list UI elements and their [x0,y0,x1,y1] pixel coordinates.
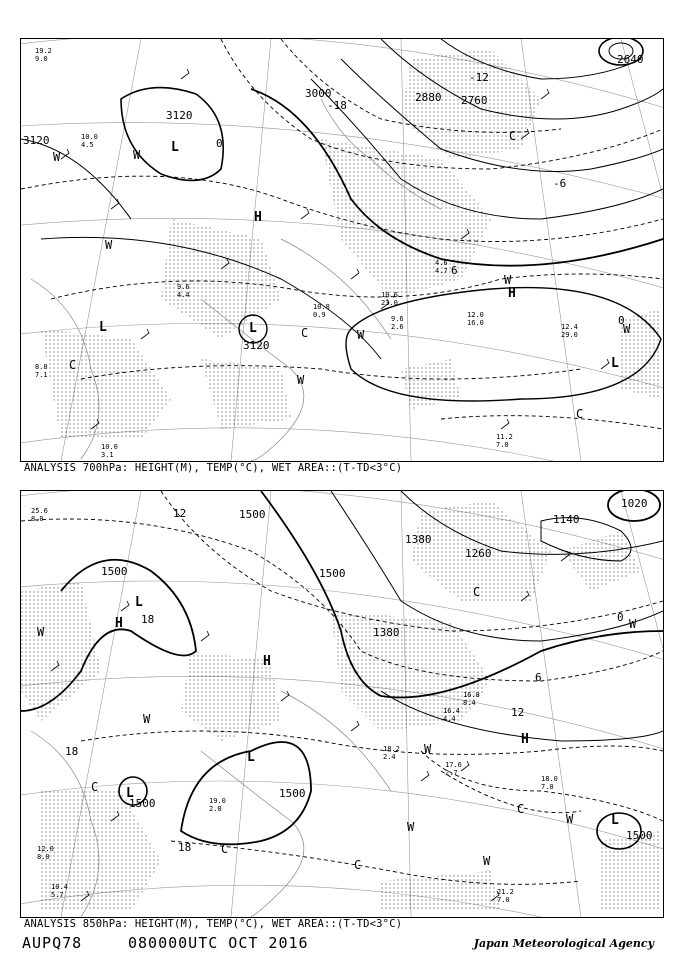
low-pressure-mark: L [171,140,179,155]
high-pressure-mark: H [115,616,123,631]
warm-mark: W [105,238,113,252]
warm-mark: W [133,148,141,162]
valid-time: 080000UTC OCT 2016 [128,934,309,952]
warm-mark: W [357,328,365,342]
warm-mark: W [143,712,151,726]
obs-temp: 18.0 [541,775,558,783]
obs-temp: 21.2 [497,888,514,896]
height-label: 1020 [621,497,648,510]
obs-dewpoint-dep: 7.1 [35,371,48,379]
agency-name: Japan Meteorological Agency [473,937,654,950]
obs-temp: 12.0 [467,311,484,319]
cold-mark: C [91,780,99,794]
height-label: 2640 [617,53,644,66]
temp-label: 0 [216,137,223,150]
warm-mark: W [37,625,45,639]
chart-code: AUPQ78 [22,934,83,952]
obs-temp: 16.8 [463,691,480,699]
warm-mark: W [53,150,61,164]
obs-temp: 10.0 [81,133,98,141]
temp-label: -18 [327,99,347,112]
obs-dewpoint-dep: 23.0 [381,299,398,307]
obs-dewpoint-dep: 2.7 [445,769,458,777]
obs-temp: 4.6 [435,259,448,267]
obs-dewpoint-dep: 8.4 [463,699,476,707]
obs-dewpoint-dep: 4.4 [177,291,190,299]
height-label: 1500 [279,787,306,800]
height-label: 1500 [319,567,346,580]
map-850hpa-canvas [21,491,663,917]
cold-mark: C [69,358,77,372]
low-pressure-mark: L [99,320,107,335]
temp-label: 6 [535,671,542,684]
obs-temp: 16.4 [443,707,460,715]
height-label: 3120 [23,134,50,147]
obs-temp: 25.6 [31,507,48,515]
obs-dewpoint-dep: 16.0 [467,319,484,327]
obs-dewpoint-dep: 5.7 [51,891,64,899]
height-label: 2760 [461,94,488,107]
high-pressure-mark: H [263,654,271,669]
low-pressure-mark: L [247,750,255,765]
temp-label: 0 [617,611,624,624]
obs-temp: 19.2 [35,47,52,55]
low-pressure-mark: L [135,595,143,610]
obs-dewpoint-dep: 8.0 [31,515,44,523]
cold-mark: C [221,842,229,856]
warm-mark: W [297,373,305,387]
temp-label: 12 [173,507,187,520]
obs-dewpoint-dep: 9.0 [35,55,48,63]
obs-dewpoint-dep: 7.0 [496,441,509,449]
warm-mark: W [504,273,512,287]
obs-dewpoint-dep: 29.0 [561,331,578,339]
low-pressure-mark: L [611,813,619,828]
wet-area-shading [41,49,661,439]
warm-mark: W [483,854,491,868]
cold-mark: C [354,858,362,872]
high-pressure-mark: H [521,732,529,747]
obs-temp: 12.0 [37,845,54,853]
obs-temp: 10.0 [101,443,118,451]
high-pressure-mark: H [254,210,262,225]
obs-dewpoint-dep: 2.6 [391,323,404,331]
obs-dewpoint-dep: 4.4 [443,715,456,723]
obs-temp: 10.8 [313,303,330,311]
obs-temp: 12.4 [561,323,578,331]
temp-label: 18 [65,745,79,758]
high-pressure-mark: H [508,286,516,301]
low-pressure-mark: L [126,786,134,801]
obs-temp: 10.4 [51,883,68,891]
wet-area-shading [21,501,661,911]
obs-temp: 11.2 [496,433,513,441]
obs-dewpoint-dep: 7.0 [541,783,554,791]
cold-mark: C [473,585,481,599]
obs-temp: 18.2 [383,745,400,753]
low-pressure-mark: L [611,356,619,371]
height-label: 1500 [239,508,266,521]
height-label: 1140 [553,513,580,526]
cold-mark: C [509,129,517,143]
warm-mark: W [629,617,637,631]
obs-temp: 9.6 [177,283,190,291]
temp-label: 18 [178,841,192,854]
height-label: 3000 [305,87,332,100]
obs-temp: 9.6 [391,315,404,323]
warm-mark: W [424,742,432,756]
temp-label: 0 [618,314,625,327]
temp-label: -6 [553,177,567,190]
obs-dewpoint-dep: 0.9 [313,311,326,319]
obs-dewpoint-dep: 7.0 [497,896,510,904]
obs-dewpoint-dep: 2.4 [383,753,396,761]
height-label: 1500 [101,565,128,578]
height-label: 1380 [405,533,432,546]
temp-label: 12 [511,706,525,719]
obs-dewpoint-dep: 4.7 [435,267,448,275]
obs-dewpoint-dep: 8.0 [37,853,50,861]
height-label: 3120 [166,109,193,122]
obs-dewpoint-dep: 4.5 [81,141,94,149]
temp-label: 18 [141,613,155,626]
height-label: 1500 [626,829,653,842]
warm-mark: W [407,820,415,834]
height-label: 1380 [373,626,400,639]
obs-temp: 10.6 [381,291,398,299]
height-label: 1500 [129,797,156,810]
warm-mark: W [623,322,631,336]
warm-mark: W [566,812,574,826]
temp-label: -12 [469,71,489,84]
temp-label: 6 [451,264,458,277]
map-700hpa-canvas [21,39,663,461]
height-label: 3120 [243,339,270,352]
height-label: 1260 [465,547,492,560]
obs-temp: 17.6 [445,761,462,769]
obs-temp: 8.8 [35,363,48,371]
cold-mark: C [576,407,584,421]
panel-850-caption: ANALYSIS 850hPa: HEIGHT(M), TEMP(°C), WET AREA::(T-TD<3°C) [24,918,403,930]
map-850hpa [20,490,664,918]
map-700hpa [20,38,664,462]
cold-mark: C [301,326,309,340]
height-label: 2880 [415,91,442,104]
panel-700-caption: ANALYSIS 700hPa: HEIGHT(M), TEMP(°C), WET AREA::(T-TD<3°C) [24,462,403,474]
obs-temp: 19.0 [209,797,226,805]
low-pressure-mark: L [249,321,257,336]
cold-mark: C [517,802,525,816]
obs-dewpoint-dep: 2.0 [209,805,222,813]
obs-dewpoint-dep: 3.1 [101,451,114,459]
